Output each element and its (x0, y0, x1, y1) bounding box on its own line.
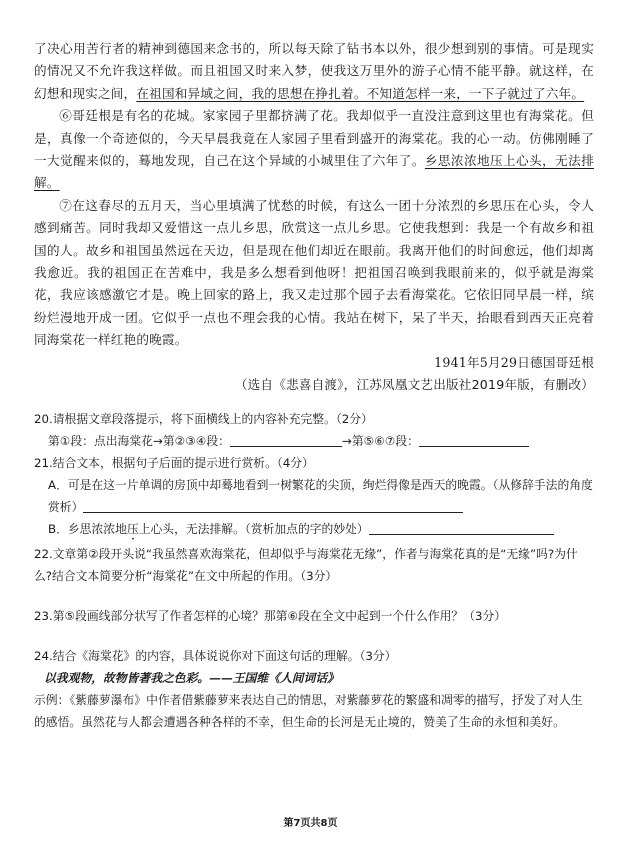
passage-source: （选自《悲喜自渡》，江苏凤凰文艺出版社2019年版，有删改） (234, 377, 594, 393)
question-20: 20.请根据文章段落提示，将下面横线上的内容补充完整。（2分） (34, 412, 373, 426)
question-21-b-dotted-char: 压 (126, 522, 139, 536)
question-21-b (34, 518, 594, 543)
paragraph-7-number: ⑦ (59, 197, 73, 213)
paragraph-5 (34, 38, 594, 105)
paragraph-5-underlined: 在祖国和异域之间，我的思想在挣扎着。不知道怎样一来，一下子就过了六年。 (136, 85, 585, 101)
quote-wang-guowei: 以我观物，故物皆著我之色彩。——王国维《人间词话》 (44, 671, 339, 685)
question-24: 24.结合《海棠花》的内容，具体说说你对下面这句话的理解。（3分） (34, 649, 397, 663)
question-20-blanks (34, 430, 594, 452)
answer-blank-20b[interactable] (419, 432, 529, 447)
paragraph-6-number: ⑥ (59, 108, 73, 124)
answer-blank-21a[interactable] (83, 498, 463, 513)
question-20-part-b: →第⑤⑥⑦段： (341, 434, 419, 448)
passage-date: 1941年5月29日德国哥廷根 (434, 354, 594, 370)
question-20-part-a: 第①段：点出海棠花→第②③④段： (48, 434, 230, 448)
question-21-a-text: A．可是在这一片单调的房顶中却蓦地看到一树繁花的尖顶，绚烂得像是西天的晚霞。（从修辞手法的角度赏析） (48, 478, 593, 514)
question-21: 21.结合文本，根据句子后面的提示进行赏析。（4分） (34, 456, 314, 470)
paragraph-6-underlined: 乡思浓浓地压上心头，无法排解。 (34, 153, 594, 191)
paragraph-5-text: 了决心用苦行者的精神到德国来念书的，所以每天除了钻书本以外，很少想到别的事情。可是现实的情况又不允许我这样做。而且祖国又时来入梦，使我这万里外的游子心情不能平静。就这样，在幻想和现实之间， (34, 41, 594, 101)
question-22: 22.文章第②段开头说“我虽然喜欢海棠花，但却似乎与海棠花无缘”，作者与海棠花真的是“无缘”吗?为什么?结合文本简要分析“海棠花”在文中所起的作用。（3分） (34, 547, 578, 583)
answer-space-22[interactable] (34, 587, 594, 605)
question-21-b-text-pre: B．乡思浓浓地 (48, 522, 127, 536)
question-21-a (34, 474, 594, 518)
example-answer: 示例：《紫藤萝瀑布》中作者借紫藤萝来表达自己的情思，对紫藤萝花的繁盛和凋零的描写，抒发了对人生的感悟。虽然花与人都会遭遇各种各样的不幸，但生命的长河是无止境的，赞美了生命的永恒和美好。 (34, 693, 583, 729)
page-number: 第7页共8页 (283, 818, 338, 829)
answer-blank-21b[interactable] (369, 520, 554, 535)
paragraph-6 (34, 105, 594, 195)
reading-passage (34, 38, 594, 397)
question-23: 23.第⑤段画线部分状写了作者怎样的心境？那第⑥段在全文中起到一个什么作用？（3分） (34, 609, 507, 623)
question-21-b-text-post: 上心头，无法排解。（赏析加点的字的妙处） (138, 522, 369, 536)
paragraph-6-text: 哥廷根是有名的花城。家家园子里都挤满了花。我却似乎一直没注意到这里也有海棠花。但是，真像一个奇迹似的，今天早晨我竟在人家园子里看到盛开的海棠花。我的心一动。仿佛刚睡了一大觉醒来似的，蓦地发现，自己在这个异域的小城里住了六年了。 (34, 108, 595, 169)
answer-blank-20a[interactable] (230, 432, 342, 447)
answer-space-23[interactable] (34, 627, 594, 645)
paragraph-7-text: 在这春尽的五月天，当心里填满了忧愁的时候，有这么一团十分浓烈的乡思压在心头，令人感到痛苦。同时我却又爱惜这一点儿乡思，欣赏这一点儿乡思。它使我想到：我是一个有故乡和祖国的人。故乡和祖国虽然远在天边，但是现在他们却近在眼前。我离开他们的时间愈远，他们却离我愈近。我的祖国正在苦难中，我是多么想看到他呀！把祖国召唤到我眼前来的，似乎就是海棠花，我应该感激它才是。晚上回家的路上，我又走过那个园子去看海棠花。它依旧同早晨一样，缤纷烂漫地开成一团。它似乎一点也不理会我的心情。我站在树下，呆了半天，抬眼看到西天正亮着同海棠花一样红艳的晚霞。 (34, 197, 595, 348)
paragraph-7 (34, 195, 594, 352)
question-section (34, 408, 594, 733)
